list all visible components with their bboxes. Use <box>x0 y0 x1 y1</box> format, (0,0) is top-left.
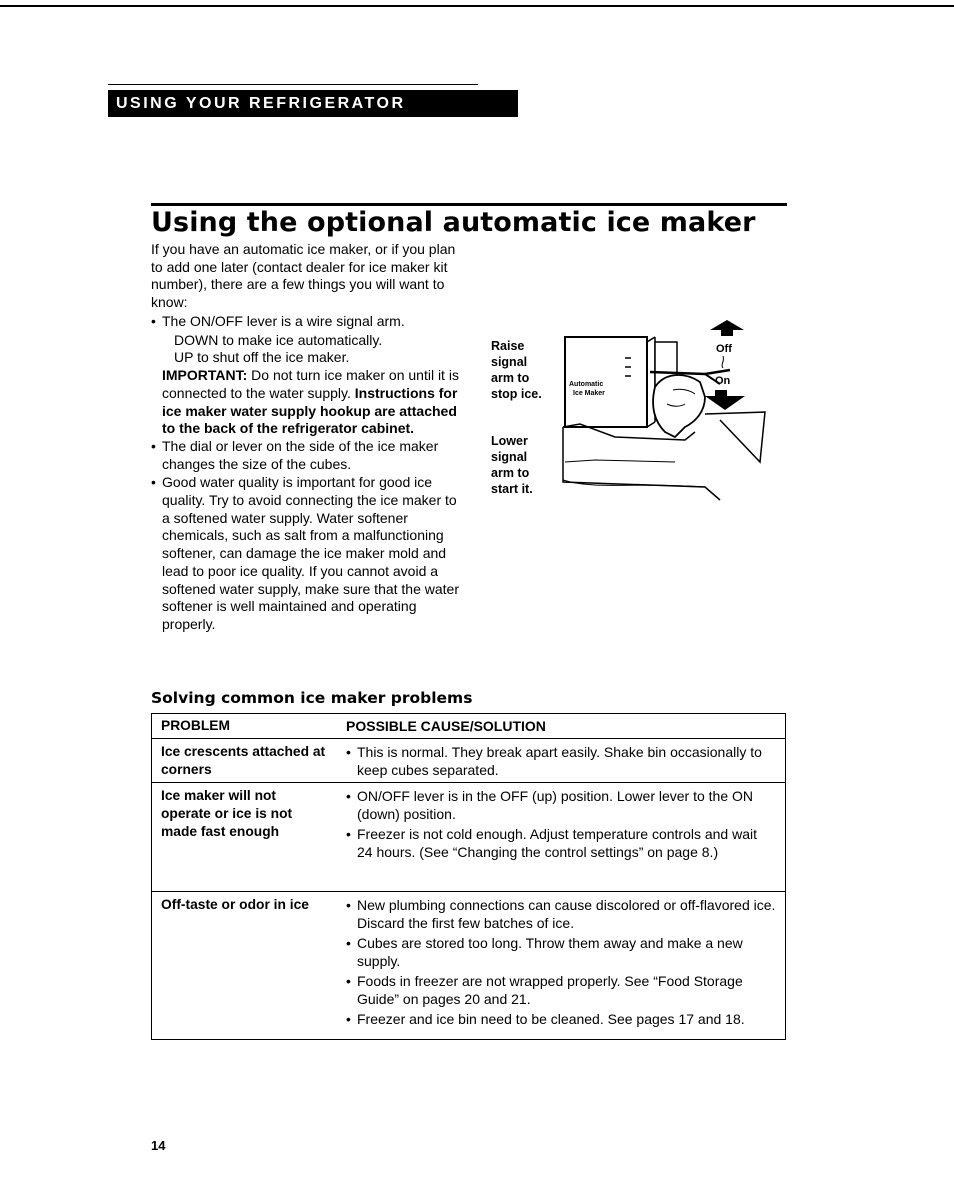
bullet-water-quality: • Good water quality is important for good ice quality. Try to avoid connecting the ice maker to a softened water supply. Water softener chemicals, such as salt from a malfunctioning softener, can damage the ice maker mold and lead to poor ice quality. If you cannot avoid a softened water supply, make sure that the water softener is well maintained and operating properly. <box>151 474 461 633</box>
intro-paragraph: If you have an automatic ice maker, or if you plan to add one later (contact dealer for ice maker kit number), there are a few things you will want to know: <box>151 241 456 310</box>
unit-label-2: Ice Maker <box>573 390 605 397</box>
important-label: IMPORTANT: <box>162 367 248 384</box>
solution-item: • This is normal. They break apart easily. Shake bin occasionally to keep cubes separated. <box>346 743 776 779</box>
solution-cell <box>346 896 776 1028</box>
table-row <box>152 739 785 783</box>
important-text: Do not turn ice maker on until it is connected to the water supply. <box>162 367 459 401</box>
col-header-problem: PROBLEM <box>161 718 230 733</box>
table-row <box>152 783 785 892</box>
signal-arm-down: DOWN to make ice automatically. <box>174 331 383 348</box>
solution-cell <box>346 787 776 861</box>
table-row <box>152 892 785 1038</box>
important-note <box>151 367 461 438</box>
figure-label-raise <box>491 338 551 402</box>
col-header-solution: POSSIBLE CAUSE/SOLUTION <box>346 718 546 734</box>
ice-maker-illustration <box>555 312 770 507</box>
solution-item: • Cubes are stored too long. Throw them away and make a new supply. <box>346 934 776 970</box>
body-column <box>151 313 461 635</box>
off-label: Off <box>716 343 732 355</box>
problems-table <box>151 713 786 1040</box>
arrow-up-icon <box>710 320 744 336</box>
table-header-row <box>152 714 785 739</box>
figure-label-lower <box>491 433 546 497</box>
section-header <box>108 90 518 117</box>
raise-label: Raise signal arm to stop ice. <box>491 339 542 401</box>
solution-item: • Freezer and ice bin need to be cleaned. See pages 17 and 18. <box>346 1010 776 1028</box>
solution-cell <box>346 743 776 779</box>
solution-item: • Freezer is not cold enough. Adjust temperature controls and wait 24 hours. (See “Changing the control settings” on page 8.) <box>346 825 776 861</box>
on-label: On <box>715 375 731 387</box>
section-band-rule <box>108 84 478 85</box>
bullet-cube-size: • The dial or lever on the side of the ice maker changes the size of the cubes. <box>151 438 461 473</box>
arrow-down-icon <box>705 390 745 410</box>
lower-label: Lower signal arm to start it. <box>491 434 533 496</box>
solution-item: • New plumbing connections can cause discolored or off-flavored ice. Discard the first few batches of ice. <box>346 896 776 932</box>
page-title: Using the optional automatic ice maker <box>151 207 756 238</box>
problem-cell: Ice maker will not operate or ice is not made fast enough <box>161 788 293 839</box>
signal-arm-up: UP to shut off the ice maker. <box>174 349 350 366</box>
unit-label-1: Automatic <box>569 381 604 388</box>
problem-cell: Off-taste or odor in ice <box>161 897 309 912</box>
solution-item: • ON/OFF lever is in the OFF (up) position. Lower lever to the ON (down) position. <box>346 787 776 823</box>
page-number: 14 <box>151 1138 166 1153</box>
problem-cell: Ice crescents attached at corners <box>161 744 326 777</box>
bin-corner <box>705 412 765 462</box>
problems-title: Solving common ice maker problems <box>151 689 473 707</box>
section-header-text: USING YOUR REFRIGERATOR <box>116 95 406 112</box>
solution-item: • Foods in freezer are not wrapped properly. See “Food Storage Guide” on pages 20 and 21. <box>346 972 776 1008</box>
top-rule <box>0 5 954 7</box>
bullet-signal-arm: • The ON/OFF lever is a wire signal arm. <box>151 313 461 331</box>
title-rule <box>151 203 787 206</box>
important-bold-text: Instructions for ice maker water supply hookup are attached to the back of the refrigerator cabinet. <box>162 384 458 437</box>
